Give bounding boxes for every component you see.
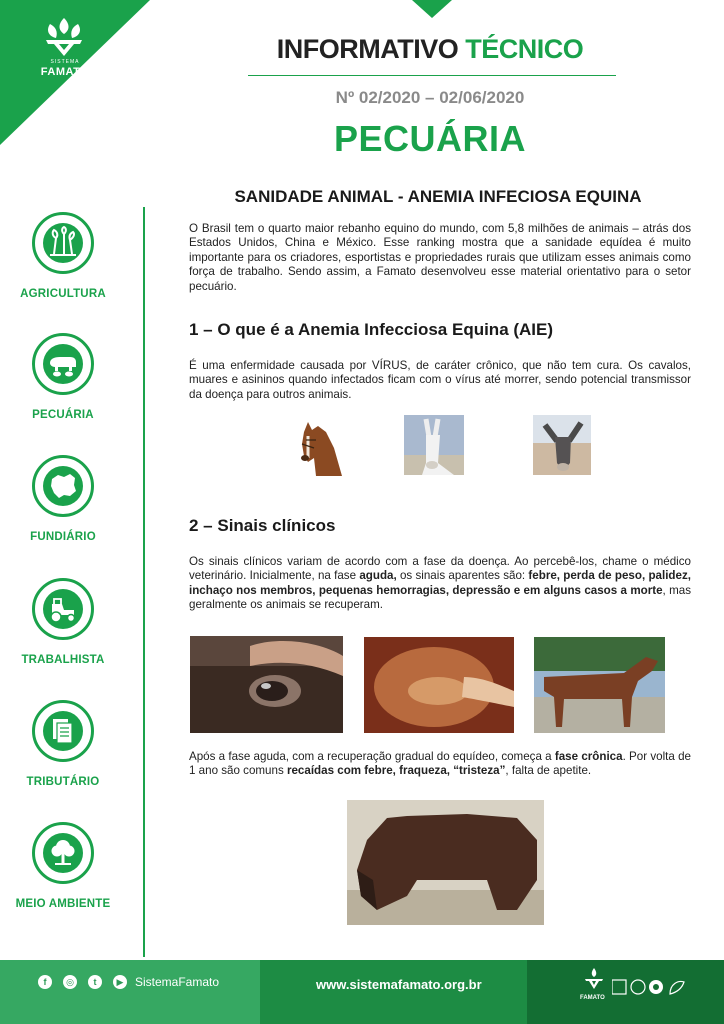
title-part2: TÉCNICO bbox=[465, 34, 584, 64]
eye-photo bbox=[190, 636, 343, 733]
sick-horse-photo bbox=[347, 800, 544, 925]
header-notch bbox=[412, 0, 452, 18]
twitter-icon[interactable]: t bbox=[88, 975, 102, 989]
mule-photo bbox=[404, 415, 464, 475]
footer-logo-text: FAMATO bbox=[580, 995, 605, 1001]
intro-paragraph: O Brasil tem o quarto maior rebanho equino do mundo, com 5,8 milhões de animais – atrás dos Estados Unidos, China e México. Esse ranking mostra que a sanidade equídea é muito importante para os criadores, esportistas e propriedades rurais que utilizam esses animais como força de trabalho. Sendo assim, a Famato desenvolveu esse material orientativo para o setor pecuário. bbox=[189, 222, 691, 293]
instagram-icon[interactable]: ◎ bbox=[63, 975, 77, 989]
section1-heading: 1 – O que é a Anemia Infecciosa Equina (AIE) bbox=[189, 320, 554, 339]
sidebar-item-trabalhista[interactable] bbox=[0, 578, 126, 666]
swelling-photo bbox=[364, 637, 514, 733]
p2-b: fase crônica bbox=[554, 750, 623, 763]
section1-paragraph: É uma enfermidade causada por VÍRUS, de caráter crônico, que não tem cura. Os cavalos, muares e asininos quando infectados ficam com o vírus até morrer, sendo potencial transmissor da doença para outros animais. bbox=[189, 359, 691, 401]
tractor-icon bbox=[32, 578, 94, 640]
p2-e: , falta de apetite. bbox=[505, 764, 592, 778]
sidebar-item-label: MEIO AMBIENTE bbox=[15, 898, 111, 910]
sidebar-item-fundiario[interactable] bbox=[0, 455, 126, 543]
p1-e: , mas geralmente os animais se recuperam. bbox=[189, 583, 691, 612]
documents-icon bbox=[32, 700, 94, 762]
logo-small-text: SISTEMA bbox=[50, 59, 80, 65]
plants-icon bbox=[32, 212, 94, 274]
donkey-photo bbox=[533, 415, 591, 475]
sidebar-item-label: PECUÁRIA bbox=[32, 409, 94, 421]
website-link[interactable]: www.sistemafamato.org.br bbox=[316, 977, 482, 992]
map-icon bbox=[32, 455, 94, 517]
sidebar-item-tributario[interactable] bbox=[0, 700, 126, 788]
p2-c: . Por volta de 1 ano são comuns bbox=[189, 750, 691, 778]
sidebar-item-label: TRABALHISTA bbox=[21, 654, 105, 666]
livestock-icon bbox=[32, 333, 94, 395]
horse-photo bbox=[296, 418, 344, 476]
p1-b: aguda, bbox=[359, 569, 397, 583]
youtube-icon[interactable]: ▶ bbox=[113, 975, 127, 989]
section2-paragraph2 bbox=[189, 750, 691, 779]
p1-a: Os sinais clínicos variam de acordo com a fase da doença. Ao percebê-los, chame o médico veterinário. Inicialmente, na fase bbox=[189, 555, 691, 583]
sidebar-item-pecuaria[interactable] bbox=[0, 333, 126, 421]
sidebar-item-agricultura[interactable] bbox=[0, 212, 126, 300]
sidebar-item-label: TRIBUTÁRIO bbox=[26, 776, 100, 788]
p2-a: Após a fase aguda, com a recuperação gradual do equídeo, começa a bbox=[189, 750, 555, 763]
partner-logos-icon bbox=[612, 976, 692, 998]
sidebar-item-label: AGRICULTURA bbox=[20, 288, 106, 300]
title-part1: INFORMATIVO bbox=[276, 34, 459, 64]
facebook-icon[interactable]: f bbox=[38, 975, 52, 989]
issue-number-date: Nº 02/2020 – 02/06/2020 bbox=[335, 88, 525, 107]
title-divider bbox=[248, 75, 616, 76]
famato-footer-logo-icon bbox=[582, 966, 606, 992]
section-title: PECUÁRIA bbox=[333, 118, 526, 159]
p1-c: os sinais aparentes são: bbox=[396, 569, 529, 583]
tree-icon bbox=[32, 822, 94, 884]
section2-heading: 2 – Sinais clínicos bbox=[189, 516, 336, 535]
social-handle[interactable]: SistemaFamato bbox=[135, 975, 220, 989]
sidebar-divider bbox=[143, 207, 145, 957]
thin-horse-photo bbox=[534, 637, 665, 733]
logo-name: FAMATO bbox=[40, 66, 90, 78]
p2-d: recaídas com febre, fraqueza, “tristeza” bbox=[286, 764, 506, 778]
sidebar-item-meio-ambiente[interactable] bbox=[0, 822, 126, 910]
footer-social-band bbox=[0, 960, 260, 1024]
sidebar-item-label: FUNDIÁRIO bbox=[30, 531, 96, 543]
section2-paragraph1 bbox=[189, 555, 691, 613]
article-title: SANIDADE ANIMAL - ANEMIA INFECIOSA EQUINA bbox=[234, 187, 642, 206]
famato-logo-icon bbox=[36, 14, 92, 58]
p1-d: febre, perda de peso, palidez, inchaço nos membros, pequenas hemorragias, depressão e em alguns casos a morte bbox=[189, 569, 691, 597]
page-title bbox=[230, 34, 630, 65]
